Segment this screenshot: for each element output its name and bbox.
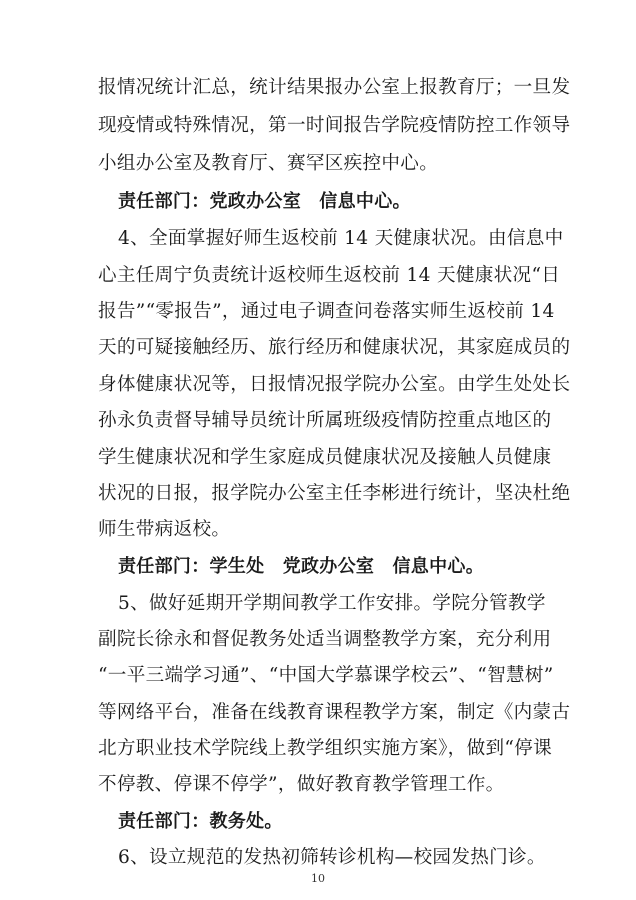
text-line: “一平三端学习通”、“中国大学慕课学校云”、“智慧树” <box>98 665 554 686</box>
text-line: 副院长徐永和督促教务处适当调整教学方案，充分利用 <box>98 629 552 650</box>
text-line: 师生带病返校。 <box>98 519 231 540</box>
responsibility-heading: 责任部门：党政办公室 信息中心。 <box>118 191 411 212</box>
paragraph-start: 6、设立规范的发热初筛转诊机构—校园发热门诊。 <box>118 847 546 868</box>
responsibility-heading: 责任部门：学生处 党政办公室 信息中心。 <box>118 556 484 577</box>
text-line: 身体健康状况等，日报情况报学院办公室。由学生处处长 <box>98 374 571 395</box>
text-line: 心主任周宁负责统计返校师生返校前 14 天健康状况“日 <box>98 265 561 286</box>
paragraph-start: 5、做好延期开学期间教学工作安排。学院分管教学 <box>118 593 546 614</box>
page-number: 10 <box>311 872 325 885</box>
text-line: 状况的日报，报学院办公室主任李彬进行统计，坚决杜绝 <box>98 483 571 504</box>
text-line: 小组办公室及教育厅、赛罕区疾控中心。 <box>98 153 439 174</box>
text-line: 学生健康状况和学生家庭成员健康状况及接触人员健康 <box>98 447 552 468</box>
text-line: 北方职业技术学院线上教学组织实施方案》，做到“停课 <box>98 738 552 759</box>
responsibility-heading: 责任部门：教务处。 <box>118 811 283 832</box>
text-line: 孙永负责督导辅导员统计所属班级疫情防控重点地区的 <box>98 410 552 431</box>
text-line: 不停教、停课不停学”，做好教育教学管理工作。 <box>98 774 505 795</box>
text-line: 现疫情或特殊情况，第一时间报告学院疫情防控工作领导 <box>98 115 571 136</box>
text-line: 等网络平台，准备在线教育课程教学方案，制定《内蒙古 <box>98 702 571 723</box>
text-line: 报情况统计汇总，统计结果报办公室上报教育厅；一旦发 <box>98 77 571 98</box>
paragraph-start: 4、全面掌握好师生返校前 14 天健康状况。由信息中 <box>118 228 564 249</box>
text-line: 天的可疑接触经历、旅行经历和健康状况，其家庭成员的 <box>98 337 571 358</box>
text-line: 报告”“零报告”，通过电子调查问卷落实师生返校前 14 <box>98 301 555 322</box>
